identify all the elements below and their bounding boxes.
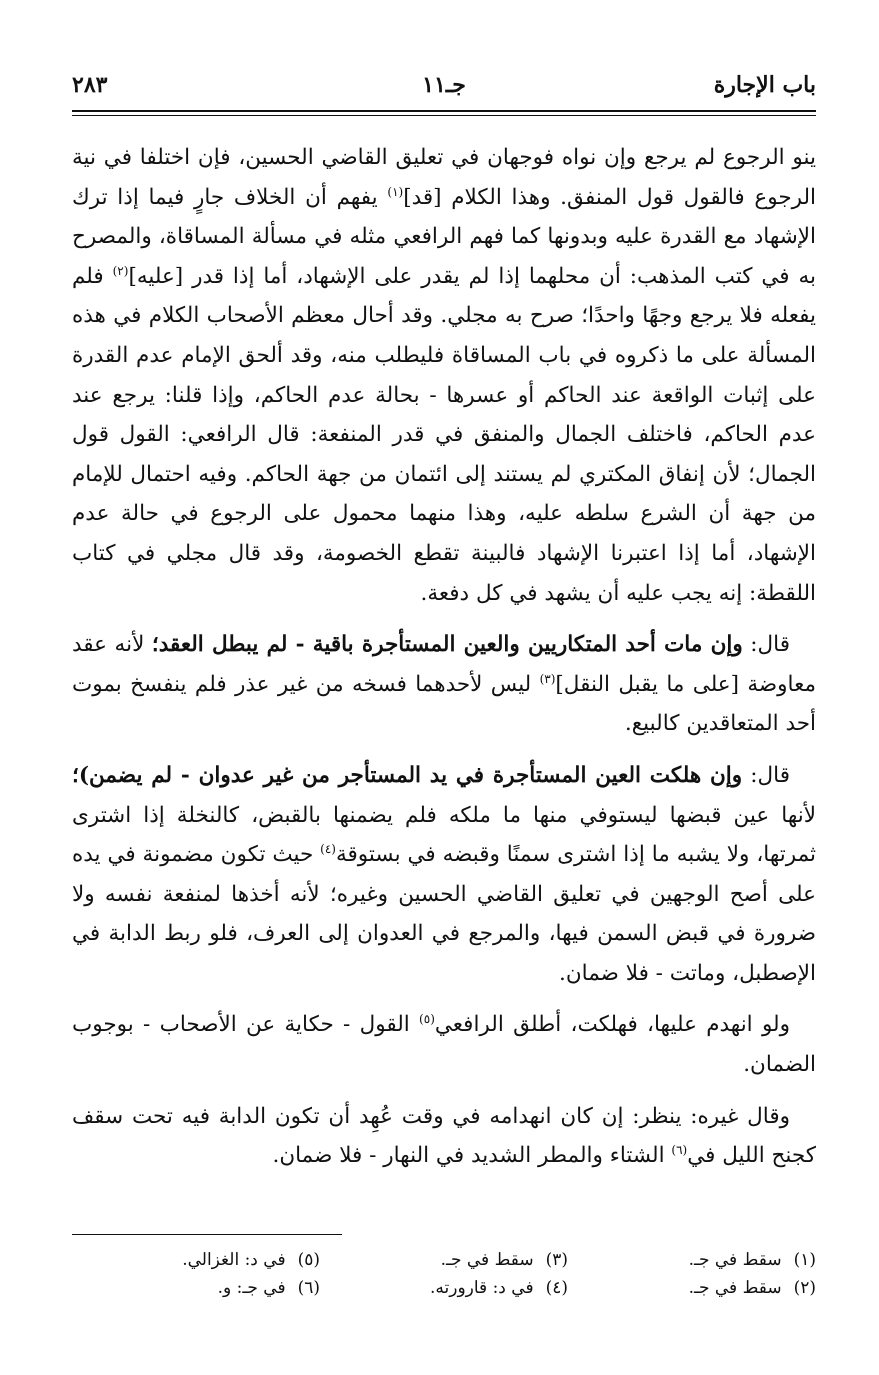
- book-page: [72, 66, 816, 1346]
- paragraph-3: قال: وإن هلكت العين المستأجرة في يد المستأجر من غير عدوان - لم يضمن)؛ لأنها عين قبضها ليستوفي منها ما ملكه فلم يضمنها بالقبض، كالنخلة إذا اشترى ثمرتها، ولا يشبه ما إذا اشترى سمنًا وقبضه في بستوقة$^{(٤)}$ حيث تكون مضمونة في يده على أصح الوجهين في تعليق القاضي الحسين وغيره؛ لأنه أخذها لمنفعة نفسه ولا ضرورة في قبض السمن فيها، والمرجع في العدوان إلى العرف، فلو ربط الدابة في الإصطبل، وماتت - فلا ضمان.: [72, 762, 816, 986]
- footnote-row: [72, 1274, 816, 1302]
- page-number: ٢٨٣: [72, 72, 108, 98]
- footnote-rule: [72, 1234, 342, 1235]
- footnotes: [72, 1246, 816, 1302]
- footnote-item: (١)سقط في جـ.: [688, 1250, 816, 1270]
- paragraph-4: ولو انهدم عليها، فهلكت، أطلق الرافعي$^{(٥)}$ القول - حكاية عن الأصحاب - بوجوب الضمان.: [72, 1012, 816, 1078]
- footnote-row: [72, 1246, 816, 1274]
- paragraph-2: قال: وإن مات أحد المتكاريين والعين المستأجرة باقية - لم يبطل العقد؛ لأنه عقد معاوضة [على ما يقبل النقل]$^{(٣)}$ ليس لأحدهما فسخه من غير عذر فلم ينفسخ بموت أحد المتعاقدين كالبيع.: [72, 632, 816, 737]
- footnote-item: (٦)في جـ: و.: [217, 1278, 320, 1298]
- matn-text: وإن هلكت العين المستأجرة في يد المستأجر من غير عدوان - لم يضمن)؛: [72, 762, 743, 788]
- footnote-item: (٥)في د: الغزالي.: [182, 1250, 320, 1270]
- footnote-ref-3: (٣): [539, 671, 556, 686]
- header-rule-thick: [72, 110, 816, 112]
- footnote-item: (٣)سقط في جـ.: [440, 1250, 568, 1270]
- chapter-title: باب الإجارة: [713, 72, 816, 98]
- volume-label: جـ١١: [422, 72, 466, 98]
- footnote-ref-2: (٢): [112, 263, 129, 278]
- page-header: [72, 66, 816, 110]
- footnote-item: (٤)في د: قارورته.: [429, 1278, 568, 1298]
- footnote-ref-5: (٥): [419, 1012, 435, 1027]
- matn-text: وإن مات أحد المتكاريين والعين المستأجرة باقية - لم يبطل العقد؛: [151, 632, 743, 658]
- footnote-ref-6: (٦): [671, 1143, 688, 1158]
- paragraph-5: وقال غيره: ينظر: إن كان انهدامه في وقت عُهِد أن تكون الدابة فيه تحت سقف كجنح الليل في$^{(٦)}$ الشتاء والمطر الشديد في النهار - فلا ضمان.: [72, 1103, 816, 1169]
- footnote-ref-1: (١): [387, 184, 404, 199]
- footnote-ref-4: (٤): [320, 841, 336, 856]
- paragraph-1: ينو الرجوع لم يرجع وإن نواه فوجهان في تعليق القاضي الحسين، فإن اختلفا في نية الرجوع فالقول قول المنفق. وهذا الكلام [قد]$^{(١)}$ يفهم أن الخلاف جارٍ فيما إذا ترك الإشهاد مع القدرة عليه وبدونها كما فهم الرافعي مثله في مسألة المساقاة، والمصرح به في كتب المذهب: أن محلهما إذا لم يقدر على الإشهاد، أما إذا قدر [عليه]$^{(٢)}$ فلم يفعله فلا يرجع وجهًا واحدًا؛ صرح به مجلي. وقد أحال معظم الأصحاب الكلام في هذه المسألة على ما ذكروه في باب المساقاة فليطلب منه، وقد ألحق الإمام عدم القدرة على إثبات الواقعة عند الحاكم أو عسرها - بحالة عدم الحاكم، وإذا قلنا: يرجع عند عدم الحاكم، فاختلف الجمال والمنفق في قدر المنفعة: قال الرافعي: القول قول الجمال؛ لأن إنفاق المكتري لم يستند إلى ائتمان من جهة الحاكم. وفيه احتمال للإمام من جهة أن الشرع سلطه عليه، وهذا منهما محمول على الرجوع في حالة عدم الإشهاد، أما إذا اعتبرنا الإشهاد فالبينة تقطع الخصومة، وقد قال مجلي في كتاب اللقطة: إنه يجب عليه أن يشهد في كل دفعة.: [72, 145, 816, 606]
- footnote-item: (٢)سقط في جـ.: [688, 1278, 816, 1298]
- main-text: [72, 138, 816, 1176]
- header-rule-thin: [72, 115, 816, 116]
